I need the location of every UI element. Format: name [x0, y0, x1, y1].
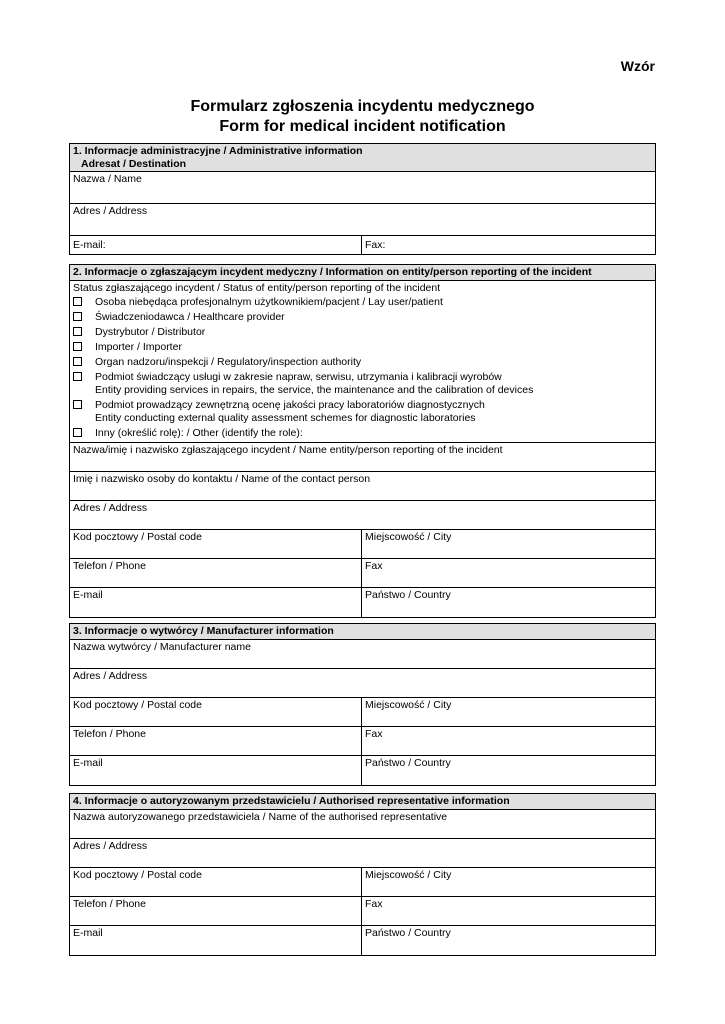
option-label-english: Entity providing services in repairs, the service, the maintenance and the calibration of devices [95, 383, 534, 396]
manufacturer-email-label: E-mail [73, 756, 103, 769]
checkbox-icon[interactable] [73, 312, 82, 321]
manufacturer-phone-label: Telefon / Phone [73, 727, 146, 740]
destination-email-label: E-mail: [73, 239, 106, 251]
form-template-label: Wzór [620, 58, 655, 74]
status-option-service-entity[interactable] [70, 371, 655, 399]
reporter-city-field[interactable] [362, 530, 655, 558]
reporter-postal-field[interactable] [70, 530, 362, 558]
status-option-eqa-entity[interactable] [70, 399, 655, 427]
manufacturer-country-field[interactable] [362, 756, 655, 785]
status-option-lay-user[interactable] [70, 296, 655, 311]
manufacturer-name-field[interactable] [70, 640, 655, 669]
section-1-title: 1. Informacje administracyjne / Administrative information [73, 145, 363, 157]
title-polish: Formularz zgłoszenia incydentu medycznego [190, 98, 535, 115]
reporter-city-label: Miejscowość / City [365, 530, 452, 543]
section-manufacturer [69, 623, 656, 786]
option-label-english: Entity conducting external quality assessment schemes for diagnostic laboratories [95, 411, 476, 424]
manufacturer-address-label: Adres / Address [73, 669, 148, 682]
checkbox-icon[interactable] [73, 327, 82, 336]
reporter-country-field[interactable] [362, 588, 655, 617]
reporter-name-field[interactable] [70, 443, 655, 472]
option-label: Importer / Importer [95, 340, 182, 353]
representative-city-label: Miejscowość / City [365, 868, 452, 881]
representative-email-label: E-mail [73, 926, 103, 939]
reporter-name-label: Nazwa/imię i nazwisko zgłaszającego incydent / Name entity/person reporting of the incident [73, 443, 503, 456]
reporter-fax-label: Fax [365, 559, 383, 572]
option-label: Podmiot świadczący usługi w zakresie napraw, serwisu, utrzymania i kalibracji wyrobów [95, 370, 502, 383]
checkbox-icon[interactable] [73, 372, 82, 381]
representative-fax-label: Fax [365, 897, 383, 910]
manufacturer-fax-label: Fax [365, 727, 383, 740]
reporter-status-group [70, 281, 655, 443]
representative-email-field[interactable] [70, 926, 362, 955]
checkbox-icon[interactable] [73, 428, 82, 437]
checkbox-icon[interactable] [73, 342, 82, 351]
section-2-title: 2. Informacje o zgłaszającym incydent medyczny / Information on entity/person reporting of the incident [70, 265, 655, 281]
manufacturer-phone-field[interactable] [70, 727, 362, 755]
section-administrative [69, 143, 656, 255]
manufacturer-name-label: Nazwa wytwórcy / Manufacturer name [73, 640, 251, 653]
checkbox-icon[interactable] [73, 297, 82, 306]
page-title [0, 97, 725, 137]
title-english: Form for medical incident notification [219, 118, 506, 135]
option-label: Świadczeniodawca / Healthcare provider [95, 310, 285, 323]
representative-country-field[interactable] [362, 926, 655, 955]
destination-fax-label: Fax: [365, 239, 386, 251]
destination-fax-field[interactable] [362, 236, 655, 254]
manufacturer-postal-label: Kod pocztowy / Postal code [73, 698, 202, 711]
reporter-email-field[interactable] [70, 588, 362, 617]
reporter-email-label: E-mail [73, 588, 103, 601]
representative-fax-field[interactable] [362, 897, 655, 925]
status-option-healthcare-provider[interactable] [70, 311, 655, 326]
contact-person-label: Imię i nazwisko osoby do kontaktu / Name of the contact person [73, 472, 371, 485]
checkbox-icon[interactable] [73, 357, 82, 366]
manufacturer-postal-field[interactable] [70, 698, 362, 726]
option-label: Podmiot prowadzący zewnętrzną ocenę jakości pracy laboratoriów diagnostycznych [95, 398, 485, 411]
destination-email-field[interactable] [70, 236, 362, 254]
destination-address-label: Adres / Address [73, 205, 148, 217]
section-authorised-representative [69, 793, 656, 956]
section-1-subtitle: Adresat / Destination [81, 157, 187, 170]
representative-phone-field[interactable] [70, 897, 362, 925]
reporter-phone-label: Telefon / Phone [73, 559, 146, 572]
contact-person-field[interactable] [70, 472, 655, 501]
option-label: Osoba niebędąca profesjonalnym użytkownikiem/pacjent / Lay user/patient [95, 295, 443, 308]
destination-name-field[interactable] [70, 172, 655, 204]
manufacturer-city-field[interactable] [362, 698, 655, 726]
status-option-distributor[interactable] [70, 326, 655, 341]
representative-name-field[interactable] [70, 810, 655, 839]
representative-address-label: Adres / Address [73, 839, 148, 852]
representative-postal-field[interactable] [70, 868, 362, 896]
section-reporter [69, 264, 656, 618]
reporter-fax-field[interactable] [362, 559, 655, 587]
reporter-country-label: Państwo / Country [365, 588, 451, 601]
representative-city-field[interactable] [362, 868, 655, 896]
representative-phone-label: Telefon / Phone [73, 897, 146, 910]
representative-postal-label: Kod pocztowy / Postal code [73, 868, 202, 881]
reporter-phone-field[interactable] [70, 559, 362, 587]
section-1-header [70, 144, 655, 172]
destination-address-field[interactable] [70, 204, 655, 236]
reporter-address-label: Adres / Address [73, 501, 148, 514]
destination-name-label: Nazwa / Name [73, 173, 142, 185]
manufacturer-city-label: Miejscowość / City [365, 698, 452, 711]
representative-country-label: Państwo / Country [365, 926, 451, 939]
reporter-postal-label: Kod pocztowy / Postal code [73, 530, 202, 543]
section-3-title: 3. Informacje o wytwórcy / Manufacturer information [70, 624, 655, 640]
status-option-other[interactable] [70, 427, 655, 442]
option-label: Inny (określić rolę): / Other (identify the role): [95, 426, 303, 439]
representative-name-label: Nazwa autoryzowanego przedstawiciela / Name of the authorised representative [73, 810, 448, 823]
option-label: Organ nadzoru/inspekcji / Regulatory/inspection authority [95, 355, 362, 368]
status-option-importer[interactable] [70, 341, 655, 356]
status-option-regulatory-authority[interactable] [70, 356, 655, 371]
manufacturer-fax-field[interactable] [362, 727, 655, 755]
option-label: Dystrybutor / Distributor [95, 325, 206, 338]
reporter-status-label: Status zgłaszającego incydent / Status of entity/person reporting of the incident [73, 281, 441, 294]
checkbox-icon[interactable] [73, 400, 82, 409]
manufacturer-email-field[interactable] [70, 756, 362, 785]
manufacturer-address-field[interactable] [70, 669, 655, 698]
manufacturer-country-label: Państwo / Country [365, 756, 451, 769]
section-4-title: 4. Informacje o autoryzowanym przedstawicielu / Authorised representative information [70, 794, 655, 810]
reporter-address-field[interactable] [70, 501, 655, 530]
representative-address-field[interactable] [70, 839, 655, 868]
